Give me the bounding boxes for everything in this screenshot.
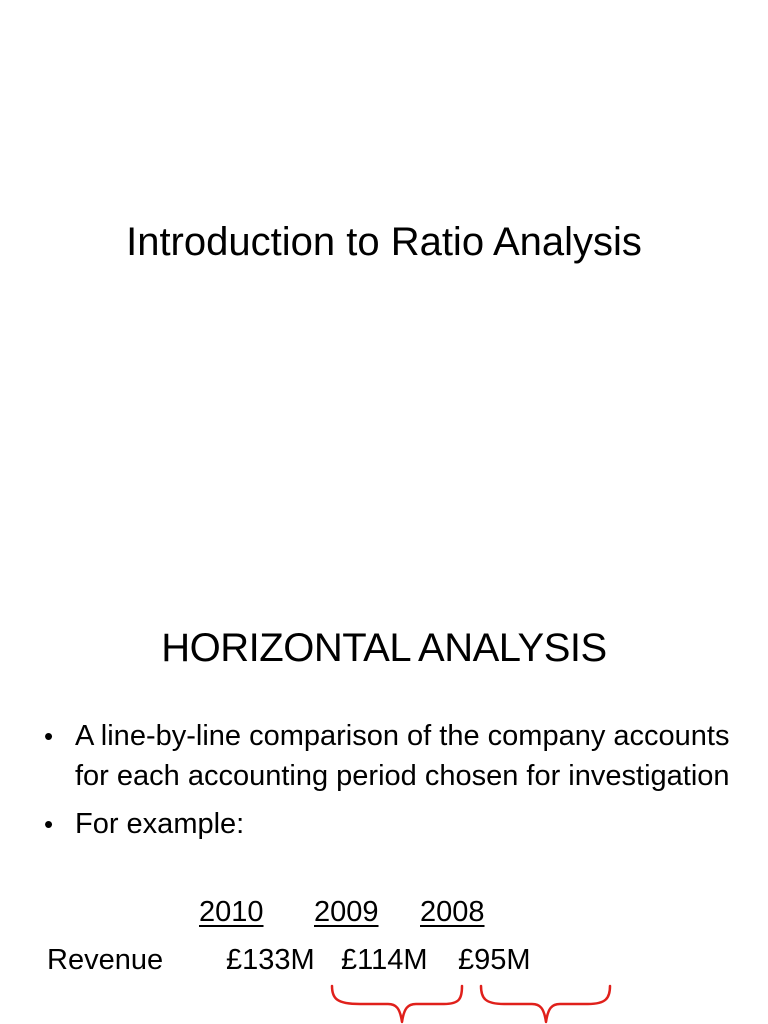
curly-brace-icon [332,986,462,1022]
year-header: 2009 [314,896,379,928]
slide-title: Introduction to Ratio Analysis [126,220,642,264]
revenue-value: £114M [341,944,428,976]
bullet-item [44,804,744,844]
bullet-list [44,716,744,852]
revenue-value: £95M [458,944,531,976]
bullet-marker: • [44,809,54,839]
bullet-text: For example: [75,808,245,840]
bullet-marker: • [44,721,54,751]
horizontal-analysis-slide [0,576,768,1024]
bullet-item [44,716,744,796]
year-header: 2008 [420,896,485,928]
comparison-braces [320,984,620,1024]
revenue-label: Revenue [47,944,164,976]
slide-heading: HORIZONTAL ANALYSIS [161,626,607,670]
year-header: 2010 [199,896,264,928]
bullet-text: A line-by-line comparison of the company accounts for each accounting period chosen for investigation [75,720,730,792]
curly-brace-icon [481,986,610,1022]
revenue-value: £133M [226,944,315,976]
